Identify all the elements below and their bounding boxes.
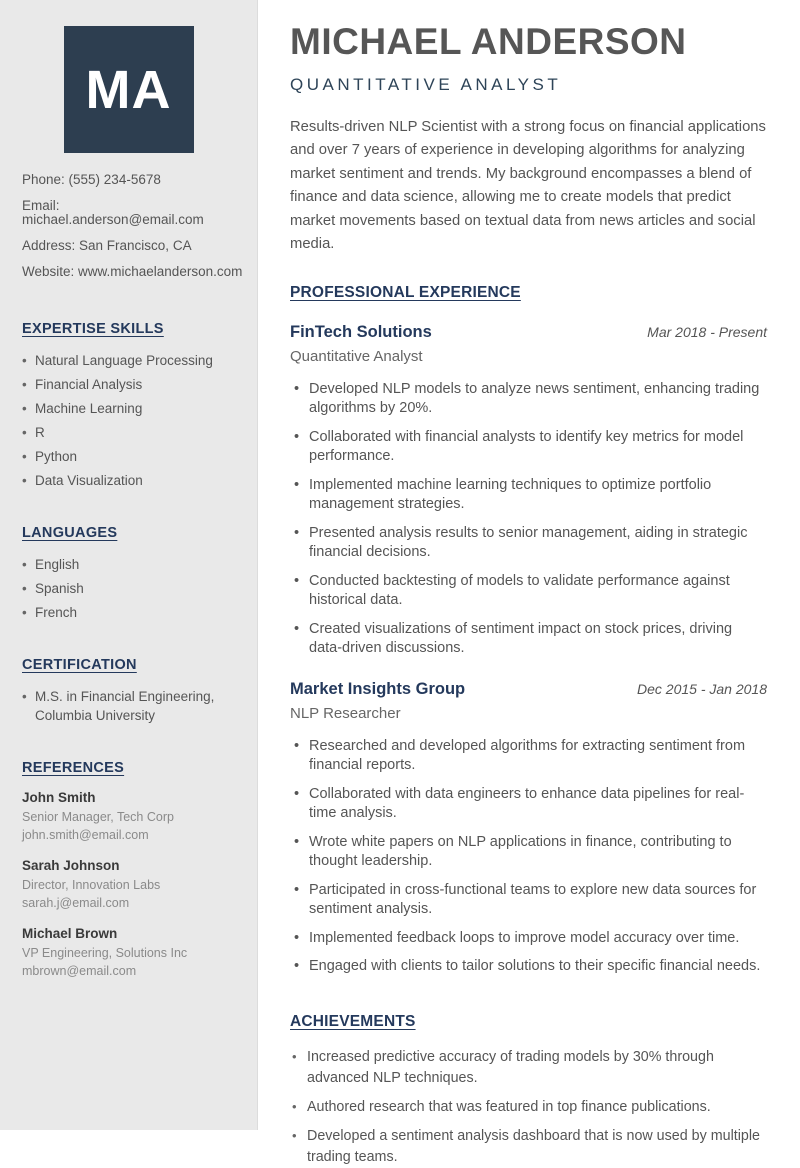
language-item: • Spanish	[22, 579, 243, 598]
skill-item: • R	[22, 423, 243, 442]
language-item: • French	[22, 603, 243, 622]
sidebar	[0, 0, 258, 1130]
certification-list	[22, 687, 243, 725]
reference-name: Michael Brown	[22, 926, 118, 941]
company-name: FinTech Solutions	[290, 322, 432, 341]
monogram-badge	[64, 26, 194, 153]
achievements-list	[290, 1047, 767, 1168]
contact-website: Website: www.michaelanderson.com	[22, 264, 243, 279]
job-bullet: • Developed NLP models to analyze news sentiment, enhancing trading algorithms by 20%.	[290, 380, 767, 419]
achievement-item: • Authored research that was featured in top finance publications.	[290, 1097, 767, 1118]
skill-item: • Data Visualization	[22, 471, 243, 490]
person-job-title: QUANTITATIVE ANALYST	[290, 74, 562, 94]
reference-title: Senior Manager, Tech Corp	[22, 810, 174, 824]
references-heading: REFERENCES	[22, 760, 125, 776]
job-bullet: • Collaborated with financial analysts to identify key metrics for model performance.	[290, 428, 767, 467]
job-bullet: • Implemented machine learning techniques to optimize portfolio management strategies.	[290, 476, 767, 515]
job-header	[290, 323, 767, 342]
job-header	[290, 680, 767, 699]
reference-title: VP Engineering, Solutions Inc	[22, 946, 188, 960]
reference-name: Sarah Johnson	[22, 858, 120, 873]
language-item: • English	[22, 555, 243, 574]
certification-section	[22, 627, 243, 725]
company-name: Market Insights Group	[290, 679, 466, 698]
contact-email: Email: michael.anderson@email.com	[22, 198, 204, 227]
summary-paragraph: Results-driven NLP Scientist with a strong focus on financial applications and over 7 years of experience in developing algorithms for analyzing market sentiment and trends. My background encompasses a blend of finance and data science, allowing me to create models that predict market movements based on textual data from news articles and social media.	[290, 118, 766, 253]
job-bullet: • Conducted backtesting of models to validate performance against historical data.	[290, 572, 767, 611]
reference-entry	[22, 926, 243, 980]
reference-entry	[22, 790, 243, 844]
job-bullet: • Researched and developed algorithms for extracting sentiment from financial reports.	[290, 737, 767, 776]
languages-list	[22, 555, 243, 622]
job-role: Quantitative Analyst	[290, 347, 423, 365]
reference-email: sarah.j@email.com	[22, 895, 130, 910]
job-bullet: • Collaborated with data engineers to enhance data pipelines for real-time analysis.	[290, 785, 767, 824]
job-dates: Dec 2015 - Jan 2018	[637, 680, 767, 697]
job-bullet: • Engaged with clients to tailor solutions to their specific financial needs.	[290, 957, 767, 977]
skill-item: • Machine Learning	[22, 399, 243, 418]
skills-list	[22, 351, 243, 490]
main-content	[259, 0, 800, 1165]
experience-heading: PROFESSIONAL EXPERIENCE	[290, 283, 521, 301]
job-bullet: • Implemented feedback loops to improve model accuracy over time.	[290, 929, 767, 949]
job-bullet: • Presented analysis results to senior management, aiding in strategic financial decisions.	[290, 524, 767, 563]
reference-name: John Smith	[22, 790, 96, 805]
job-entry	[290, 323, 767, 659]
skill-item: • Natural Language Processing	[22, 351, 243, 370]
monogram-initials: MA	[85, 59, 172, 120]
job-entry	[290, 680, 767, 977]
job-bullet: • Created visualizations of sentiment impact on stock prices, driving data-driven discussions.	[290, 620, 767, 659]
skill-item: • Financial Analysis	[22, 375, 243, 394]
skill-item: • Python	[22, 447, 243, 466]
achievement-item: • Increased predictive accuracy of trading models by 30% through advanced NLP techniques.	[290, 1047, 767, 1089]
contact-phone: Phone: (555) 234-5678	[22, 172, 161, 187]
job-bullet-list	[290, 380, 767, 659]
person-name: MICHAEL ANDERSON	[290, 21, 687, 62]
achievement-item: • Developed a sentiment analysis dashboard that is now used by multiple trading teams.	[290, 1126, 767, 1168]
reference-email: john.smith@email.com	[22, 827, 149, 842]
certification-heading: CERTIFICATION	[22, 657, 137, 673]
job-bullet-list	[290, 737, 767, 977]
job-bullet: • Wrote white papers on NLP applications in finance, contributing to thought leadership.	[290, 833, 767, 872]
job-role: NLP Researcher	[290, 704, 401, 722]
skills-section	[22, 291, 243, 490]
skills-heading: EXPERTISE SKILLS	[22, 321, 164, 337]
reference-email: mbrown@email.com	[22, 963, 137, 978]
languages-section	[22, 495, 243, 622]
reference-title: Director, Innovation Labs	[22, 878, 161, 892]
achievements-heading: ACHIEVEMENTS	[290, 1012, 416, 1030]
contact-address: Address: San Francisco, CA	[22, 238, 192, 253]
job-bullet: • Participated in cross-functional teams to explore new data sources for sentiment analysis.	[290, 881, 767, 920]
languages-heading: LANGUAGES	[22, 525, 118, 541]
references-section	[22, 730, 243, 980]
job-dates: Mar 2018 - Present	[647, 323, 767, 340]
reference-entry	[22, 858, 243, 912]
certification-item: • M.S. in Financial Engineering, Columbia University	[22, 687, 243, 725]
contact-info	[22, 173, 243, 279]
